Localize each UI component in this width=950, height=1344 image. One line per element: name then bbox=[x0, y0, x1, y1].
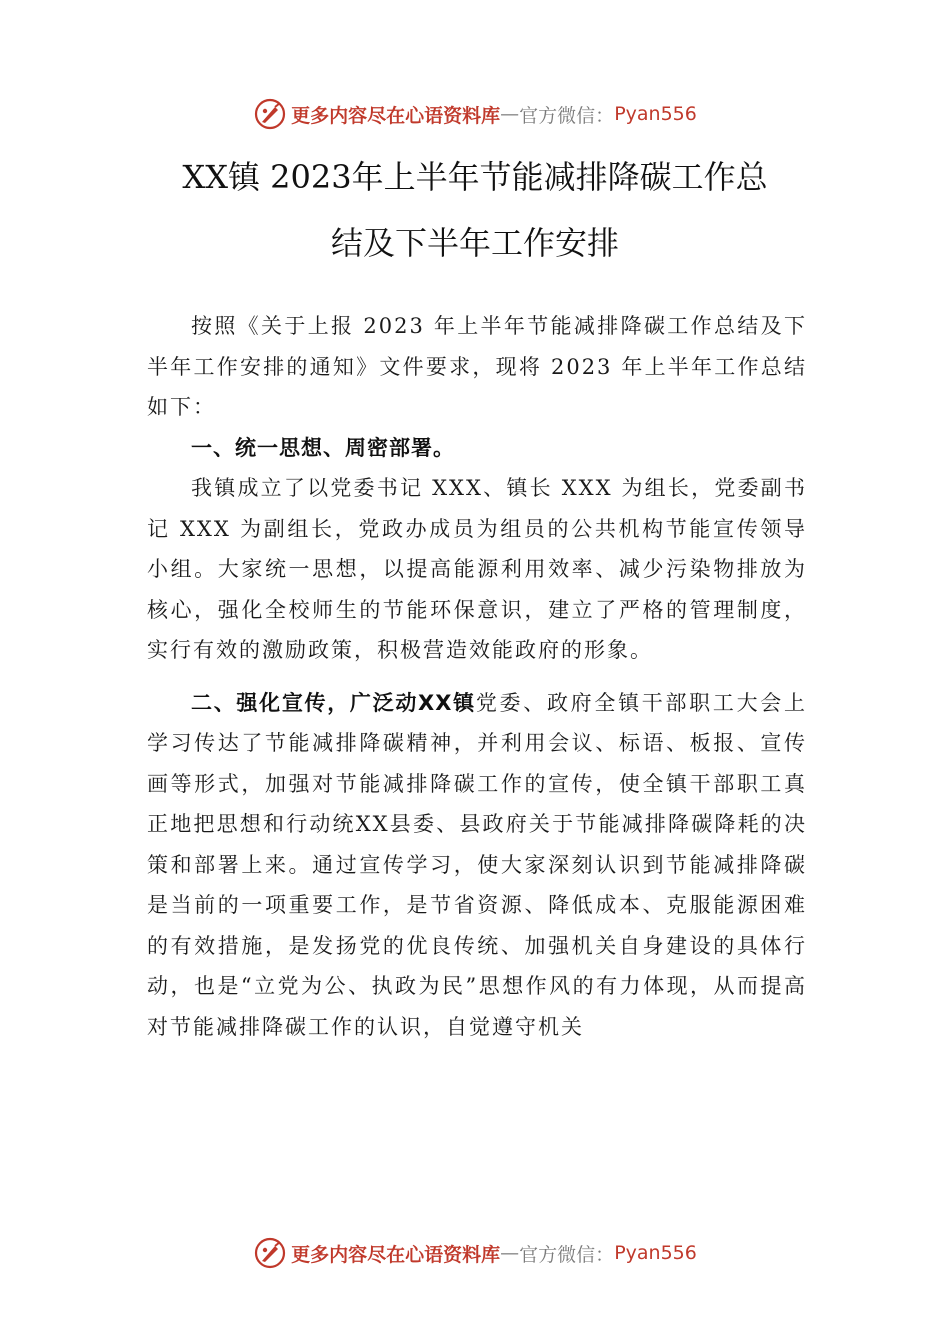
section1-paragraph: 我镇成立了以党委书记 XXX、镇长 XXX 为组长，党委副书记 XXX 为副组长，党政办成员为组员的公共机构节能宣传领导小组。大家统一思想，以提高能源利用效率、减少污染物排放为核心，强化全校师生的节能环保意识，建立了严格的管理制度，实行有效的激励政策，积极营造效能政府的形象。 bbox=[147, 476, 807, 662]
quill-logo-icon bbox=[253, 97, 287, 131]
section2-paragraph bbox=[147, 683, 807, 1048]
banner-wechat-id: Pyan556 bbox=[614, 1242, 697, 1264]
banner-wechat-label: 官方微信： bbox=[519, 1243, 615, 1266]
section1-heading: 一、统一思想、周密部署。 bbox=[191, 435, 455, 460]
section2-heading: 二、强化宣传，广泛动XX镇 bbox=[191, 690, 476, 715]
banner-dash: — bbox=[500, 103, 520, 125]
quill-logo-icon bbox=[253, 1236, 287, 1270]
doc-body bbox=[147, 306, 807, 1047]
doc-title-line2: 结及下半年工作安排 bbox=[330, 224, 619, 262]
banner-site-text: 更多内容尽在心语资料库 bbox=[291, 1243, 501, 1266]
banner-dash: — bbox=[500, 1242, 520, 1264]
intro-paragraph: 按照《关于上报 2023 年上半年节能减排降碳工作总结及下半年工作安排的通知》文件要求，现将 2023 年上半年工作总结如下： bbox=[147, 314, 807, 419]
header-banner bbox=[0, 94, 950, 134]
banner-wechat-id: Pyan556 bbox=[614, 103, 697, 125]
doc-title-line1: XX镇 2023年上半年节能减排降碳工作总 bbox=[182, 158, 768, 196]
banner-site-text: 更多内容尽在心语资料库 bbox=[291, 104, 501, 127]
section2-body: 党委、政府全镇干部职工大会上学习传达了节能减排降碳精神，并利用会议、标语、板报、宣传画等形式，加强对节能减排降碳工作的宣传，使全镇干部职工真正地把思想和行动统XX县委、县政府关于节能减排降碳降耗的决策和部署上来。通过宣传学习，使大家深刻认识到节能减排降碳是当前的一项重要工作，是节省资源、降低成本、克服能源困难的有效措施，是发扬党的优良传统、加强机关自身建设的具体行动，也是“立党为公、执政为民”思想作风的有力体现，从而提高对节能减排降碳工作的认识，自觉遵守机关 bbox=[147, 690, 807, 1039]
paragraph-gap bbox=[147, 671, 807, 683]
banner-wechat-label: 官方微信： bbox=[519, 104, 615, 127]
footer-banner bbox=[0, 1233, 950, 1273]
